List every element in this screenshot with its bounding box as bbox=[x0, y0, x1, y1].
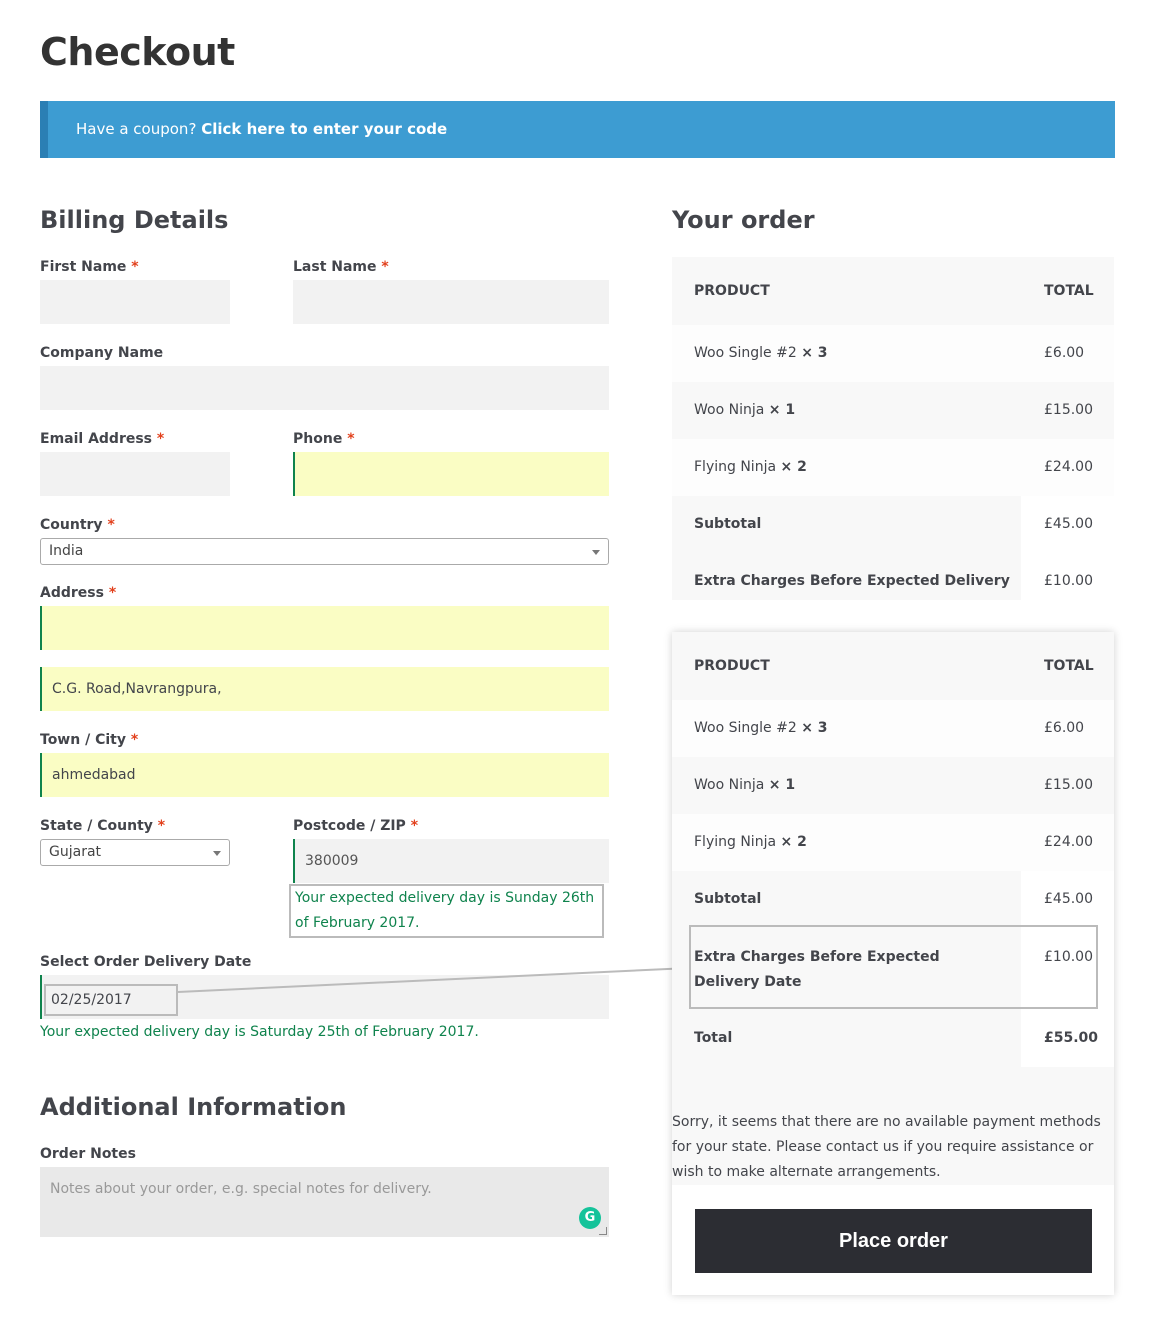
extra-charges-row bbox=[672, 553, 1114, 600]
delivery-date-label: Select Order Delivery Date bbox=[40, 954, 252, 970]
col-total: TOTAL bbox=[1044, 658, 1094, 674]
item-total: £6.00 bbox=[1044, 345, 1085, 361]
country-label: Country * bbox=[40, 517, 115, 533]
order-title: Your order bbox=[672, 206, 815, 234]
order-notes-label: Order Notes bbox=[40, 1146, 136, 1162]
subtotal-row bbox=[672, 496, 1114, 553]
order-notes-placeholder: Notes about your order, e.g. special notes for delivery. bbox=[50, 1181, 432, 1197]
last-name-label: Last Name * bbox=[293, 259, 389, 275]
delivery-date-note: Your expected delivery day is Saturday 25th of February 2017. bbox=[40, 1024, 479, 1040]
item-name: Woo Single #2 × 3 bbox=[694, 345, 828, 361]
order-item-row bbox=[672, 700, 1114, 757]
city-input[interactable]: ahmedabad bbox=[40, 753, 609, 797]
col-product: PRODUCT bbox=[694, 658, 770, 674]
subtotal-value: £45.00 bbox=[1044, 891, 1093, 907]
postcode-label: Postcode / ZIP * bbox=[293, 818, 419, 834]
order-table-header bbox=[672, 257, 1114, 325]
subtotal-row bbox=[672, 871, 1114, 928]
page-title: Checkout bbox=[40, 30, 235, 74]
coupon-text: Have a coupon? bbox=[76, 120, 197, 138]
total-row bbox=[672, 1010, 1114, 1067]
extra-charges-value: £10.00 bbox=[1044, 949, 1093, 965]
order-notes-textarea[interactable] bbox=[40, 1167, 609, 1237]
state-label: State / County * bbox=[40, 818, 166, 834]
item-total: £15.00 bbox=[1044, 777, 1093, 793]
subtotal-label: Subtotal bbox=[694, 891, 762, 907]
order-item-row bbox=[672, 757, 1114, 814]
item-name: Woo Ninja × 1 bbox=[694, 777, 796, 793]
item-name: Flying Ninja × 2 bbox=[694, 834, 807, 850]
additional-title: Additional Information bbox=[40, 1093, 347, 1121]
total-label: Total bbox=[694, 1030, 733, 1046]
col-total: TOTAL bbox=[1044, 283, 1094, 299]
postcode-input[interactable]: 380009 bbox=[293, 839, 609, 883]
phone-label: Phone * bbox=[293, 431, 355, 447]
city-label: Town / City * bbox=[40, 732, 139, 748]
grammarly-icon[interactable]: G bbox=[579, 1207, 601, 1229]
state-value: Gujarat bbox=[49, 844, 102, 860]
item-total: £24.00 bbox=[1044, 834, 1093, 850]
subtotal-value: £45.00 bbox=[1044, 516, 1093, 532]
coupon-link[interactable]: Click here to enter your code bbox=[201, 120, 448, 138]
item-total: £6.00 bbox=[1044, 720, 1085, 736]
country-value: India bbox=[49, 543, 84, 559]
item-total: £15.00 bbox=[1044, 402, 1093, 418]
order-item-row bbox=[672, 814, 1114, 871]
order-item-row bbox=[672, 382, 1114, 439]
address-label: Address * bbox=[40, 585, 117, 601]
order-table-header bbox=[672, 632, 1114, 700]
delivery-date-input[interactable]: 02/25/2017 bbox=[44, 984, 178, 1016]
subtotal-label: Subtotal bbox=[694, 516, 762, 532]
address-line2-input[interactable]: C.G. Road,Navrangpura, bbox=[40, 667, 609, 711]
item-name: Woo Ninja × 1 bbox=[694, 402, 796, 418]
total-value: £55.00 bbox=[1044, 1030, 1099, 1046]
annotation-highlight bbox=[689, 925, 1098, 1009]
place-order-button[interactable]: Place order bbox=[695, 1209, 1092, 1273]
item-name: Flying Ninja × 2 bbox=[694, 459, 807, 475]
billing-title: Billing Details bbox=[40, 206, 229, 234]
col-product: PRODUCT bbox=[694, 283, 770, 299]
first-name-label: First Name * bbox=[40, 259, 139, 275]
item-name: Woo Single #2 × 3 bbox=[694, 720, 828, 736]
payment-message: Sorry, it seems that there are no available payment methods for your state. Please contact us if you require assistance or wish to make alternate arrangements. bbox=[672, 1114, 1101, 1180]
postcode-delivery-note: Your expected delivery day is Sunday 26th of February 2017. bbox=[289, 884, 604, 938]
extra-charges-value: £10.00 bbox=[1044, 573, 1093, 589]
extra-charges-label: Extra Charges Before Expected Delivery Date bbox=[694, 949, 940, 990]
extra-charges-label: Extra Charges Before Expected Delivery bbox=[694, 573, 1010, 589]
item-total: £24.00 bbox=[1044, 459, 1093, 475]
resize-handle-icon[interactable] bbox=[599, 1227, 607, 1235]
email-label: Email Address * bbox=[40, 431, 165, 447]
company-label: Company Name bbox=[40, 345, 164, 361]
order-item-row bbox=[672, 325, 1114, 382]
order-item-row bbox=[672, 439, 1114, 496]
